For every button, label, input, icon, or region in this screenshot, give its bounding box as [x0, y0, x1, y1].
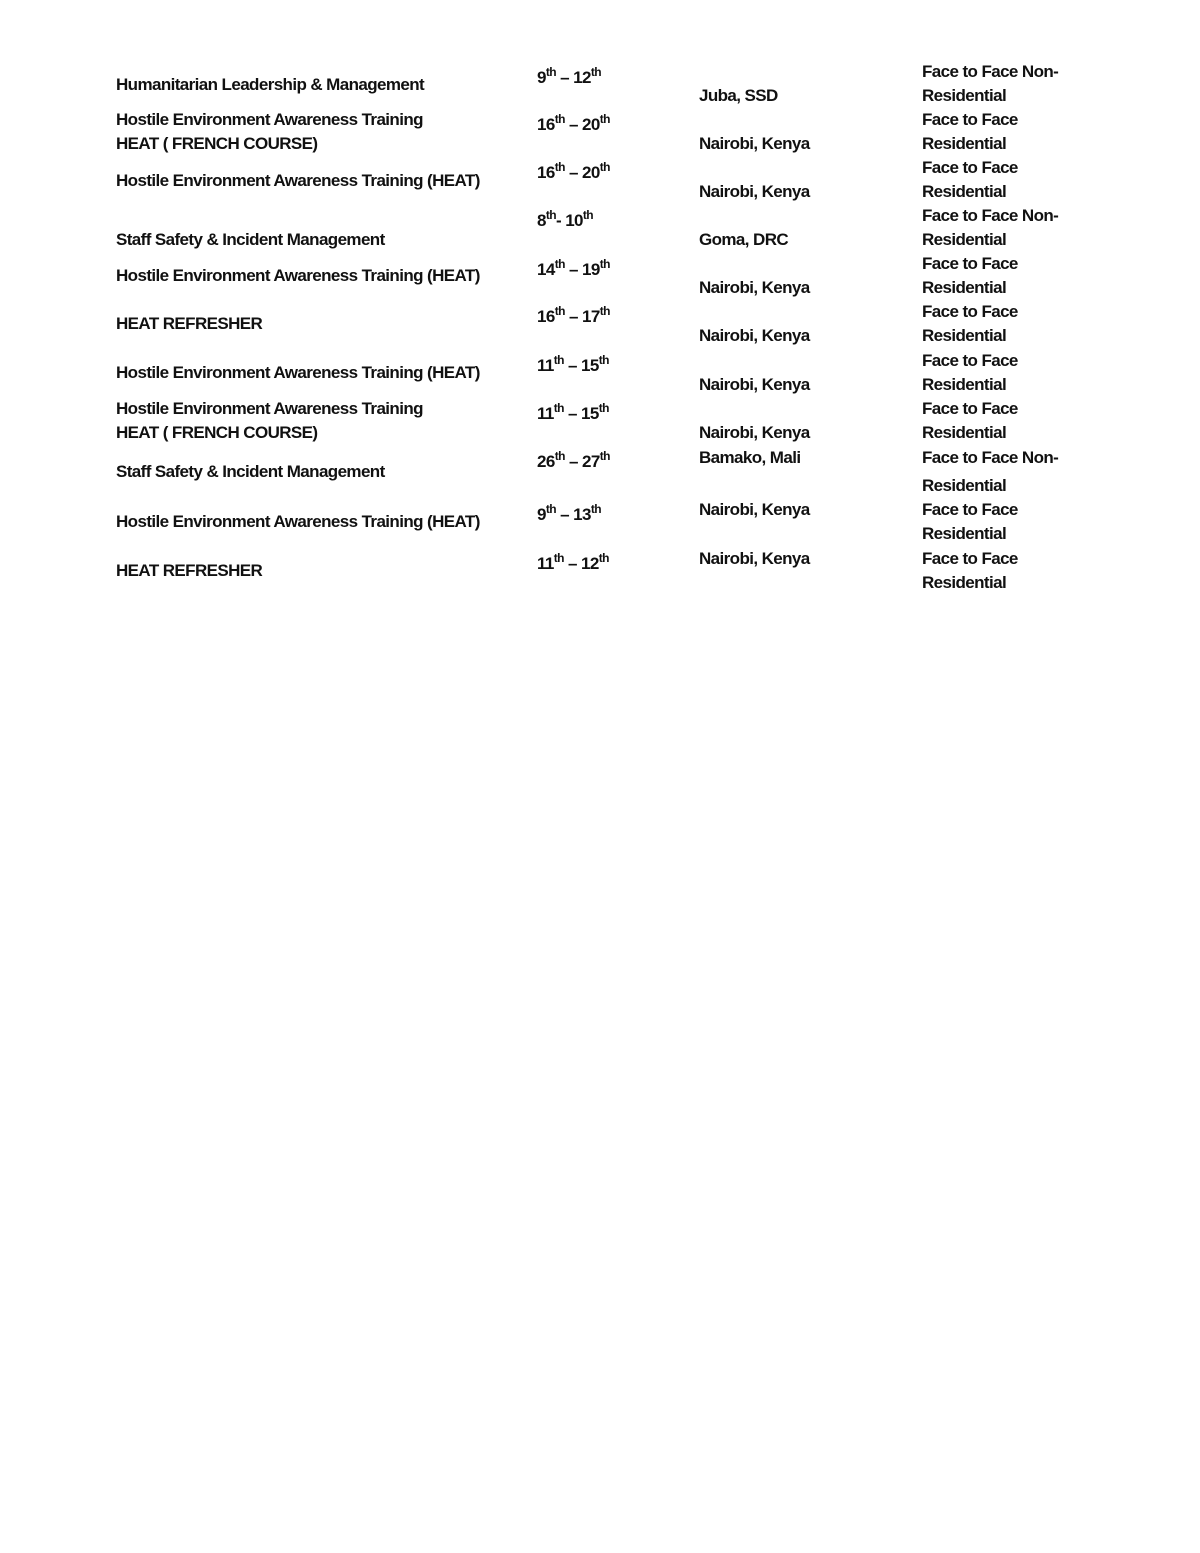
delivery-mode-line: Residential: [922, 230, 1007, 249]
date-start: 11: [537, 554, 554, 573]
course-title-line: HEAT ( FRENCH COURSE): [116, 423, 318, 442]
course-title: [116, 460, 526, 484]
date-separator: –: [563, 356, 582, 375]
date-end: 12: [573, 68, 591, 87]
delivery-mode-line: Face to Face Non-: [922, 206, 1059, 225]
date-start-suffix: th: [554, 112, 565, 126]
course-title-line: Hostile Environment Awareness Training (HEAT): [116, 171, 480, 190]
course-title: [116, 264, 526, 288]
delivery-mode-line: Face to Face: [922, 158, 1018, 177]
delivery-mode-line: Face to Face: [922, 254, 1018, 273]
course-location: Nairobi, Kenya: [699, 134, 810, 153]
delivery-mode-line: Residential: [922, 278, 1007, 297]
course-dates: [537, 305, 687, 329]
date-start: 16: [537, 307, 555, 326]
date-separator: –: [564, 115, 582, 134]
course-dates: [537, 161, 687, 185]
delivery-mode-line: Residential: [922, 182, 1007, 201]
course-title: [116, 169, 526, 193]
date-start-suffix: th: [545, 502, 556, 516]
date-start-suffix: th: [554, 304, 565, 318]
course-location: Nairobi, Kenya: [699, 549, 810, 568]
course-title-line: Hostile Environment Awareness Training (HEAT): [116, 512, 480, 531]
course-title: [116, 397, 526, 445]
course-title-line: Humanitarian Leadership & Management: [116, 75, 425, 94]
delivery-mode: [922, 252, 1102, 300]
course-title-line: HEAT REFRESHER: [116, 561, 263, 580]
delivery-mode-line: Residential: [922, 573, 1007, 592]
date-start: 9: [537, 68, 546, 87]
course-title-line: Staff Safety & Incident Management: [116, 462, 385, 481]
course-title-line: HEAT REFRESHER: [116, 314, 263, 333]
delivery-mode: [922, 156, 1102, 204]
delivery-mode-line: Residential: [922, 326, 1007, 345]
course-title: [116, 510, 526, 534]
course-title-line: HEAT ( FRENCH COURSE): [116, 134, 318, 153]
delivery-mode: [922, 446, 1102, 498]
date-start: 9: [537, 505, 546, 524]
date-end-suffix: th: [598, 401, 609, 415]
date-end-suffix: th: [598, 353, 609, 367]
delivery-mode: [922, 300, 1102, 348]
date-start-suffix: th: [554, 160, 565, 174]
date-start-suffix: th: [553, 551, 564, 565]
date-separator: –: [564, 260, 582, 279]
delivery-mode-line: Face to Face: [922, 399, 1018, 418]
date-separator: -: [556, 211, 566, 230]
course-location: Nairobi, Kenya: [699, 326, 810, 345]
course-dates: [537, 113, 687, 137]
date-end: 20: [581, 115, 600, 134]
date-start-suffix: th: [553, 401, 564, 415]
course-location: Nairobi, Kenya: [699, 278, 810, 297]
course-dates: [537, 354, 687, 378]
course-title-line: Hostile Environment Awareness Training: [116, 399, 423, 418]
course-location: Goma, DRC: [699, 230, 789, 249]
date-end-suffix: th: [598, 551, 609, 565]
date-end-suffix: th: [599, 257, 610, 271]
date-end-suffix: th: [599, 304, 610, 318]
date-end: 12: [581, 554, 599, 573]
date-start-suffix: th: [545, 65, 556, 79]
date-end-suffix: th: [599, 112, 610, 126]
course-title: [116, 228, 526, 252]
date-end: 19: [581, 260, 600, 279]
date-separator: –: [564, 307, 582, 326]
course-dates: [537, 450, 687, 474]
course-title: [116, 108, 526, 156]
course-dates: [537, 209, 687, 233]
date-end: 13: [573, 505, 591, 524]
course-title-line: Hostile Environment Awareness Training: [116, 110, 423, 129]
date-separator: –: [564, 452, 582, 471]
date-start: 26: [537, 452, 555, 471]
date-start: 16: [537, 115, 555, 134]
date-end-suffix: th: [590, 502, 601, 516]
date-start-suffix: th: [554, 449, 565, 463]
course-title-line: Hostile Environment Awareness Training (HEAT): [116, 266, 480, 285]
date-separator: –: [556, 505, 574, 524]
delivery-mode-line: Residential: [922, 476, 1007, 495]
date-end: 20: [581, 163, 600, 182]
delivery-mode: [922, 547, 1102, 595]
date-end: 15: [581, 404, 599, 423]
delivery-mode-line: Residential: [922, 375, 1007, 394]
date-start: 14: [537, 260, 555, 279]
delivery-mode-line: Face to Face: [922, 500, 1018, 519]
delivery-mode: [922, 204, 1102, 252]
date-separator: –: [556, 68, 574, 87]
date-end-suffix: th: [599, 449, 610, 463]
delivery-mode: [922, 60, 1102, 108]
delivery-mode-line: Residential: [922, 134, 1007, 153]
delivery-mode-line: Residential: [922, 86, 1007, 105]
date-start-suffix: th: [554, 257, 565, 271]
date-start: 8: [537, 211, 546, 230]
date-start-suffix: th: [553, 353, 564, 367]
course-location: Nairobi, Kenya: [699, 375, 810, 394]
course-title-line: Staff Safety & Incident Management: [116, 230, 385, 249]
course-dates: [537, 66, 687, 90]
course-dates: [537, 503, 687, 527]
course-dates: [537, 552, 687, 576]
course-title: [116, 559, 526, 583]
course-location: Nairobi, Kenya: [699, 182, 810, 201]
course-dates: [537, 402, 687, 426]
delivery-mode-line: Face to Face: [922, 110, 1018, 129]
delivery-mode-line: Face to Face Non-: [922, 62, 1059, 81]
delivery-mode-line: Face to Face: [922, 549, 1018, 568]
course-location: Nairobi, Kenya: [699, 500, 810, 519]
delivery-mode-line: Face to Face: [922, 351, 1018, 370]
date-end: 27: [581, 452, 600, 471]
delivery-mode: [922, 498, 1102, 546]
delivery-mode-line: Residential: [922, 423, 1007, 442]
date-end: 10: [565, 211, 583, 230]
date-start-suffix: th: [545, 208, 556, 222]
course-location: Nairobi, Kenya: [699, 423, 810, 442]
course-title: [116, 73, 526, 97]
date-end-suffix: th: [590, 65, 601, 79]
course-dates: [537, 258, 687, 282]
date-end-suffix: th: [599, 160, 610, 174]
delivery-mode: [922, 397, 1102, 445]
delivery-mode-line: Face to Face Non-: [922, 448, 1059, 467]
course-title: [116, 312, 526, 336]
date-start: 16: [537, 163, 555, 182]
course-title-line: Hostile Environment Awareness Training (HEAT): [116, 363, 480, 382]
date-separator: –: [563, 404, 582, 423]
date-end: 17: [581, 307, 600, 326]
course-location: Bamako, Mali: [699, 448, 801, 467]
course-location: Juba, SSD: [699, 86, 778, 105]
delivery-mode-line: Face to Face: [922, 302, 1018, 321]
delivery-mode: [922, 108, 1102, 156]
date-start: 11: [537, 356, 554, 375]
delivery-mode: [922, 349, 1102, 397]
date-start: 11: [537, 404, 554, 423]
date-separator: –: [564, 163, 582, 182]
course-title: [116, 361, 526, 385]
delivery-mode-line: Residential: [922, 524, 1007, 543]
date-separator: –: [563, 554, 582, 573]
date-end: 15: [581, 356, 599, 375]
date-end-suffix: th: [582, 208, 594, 222]
